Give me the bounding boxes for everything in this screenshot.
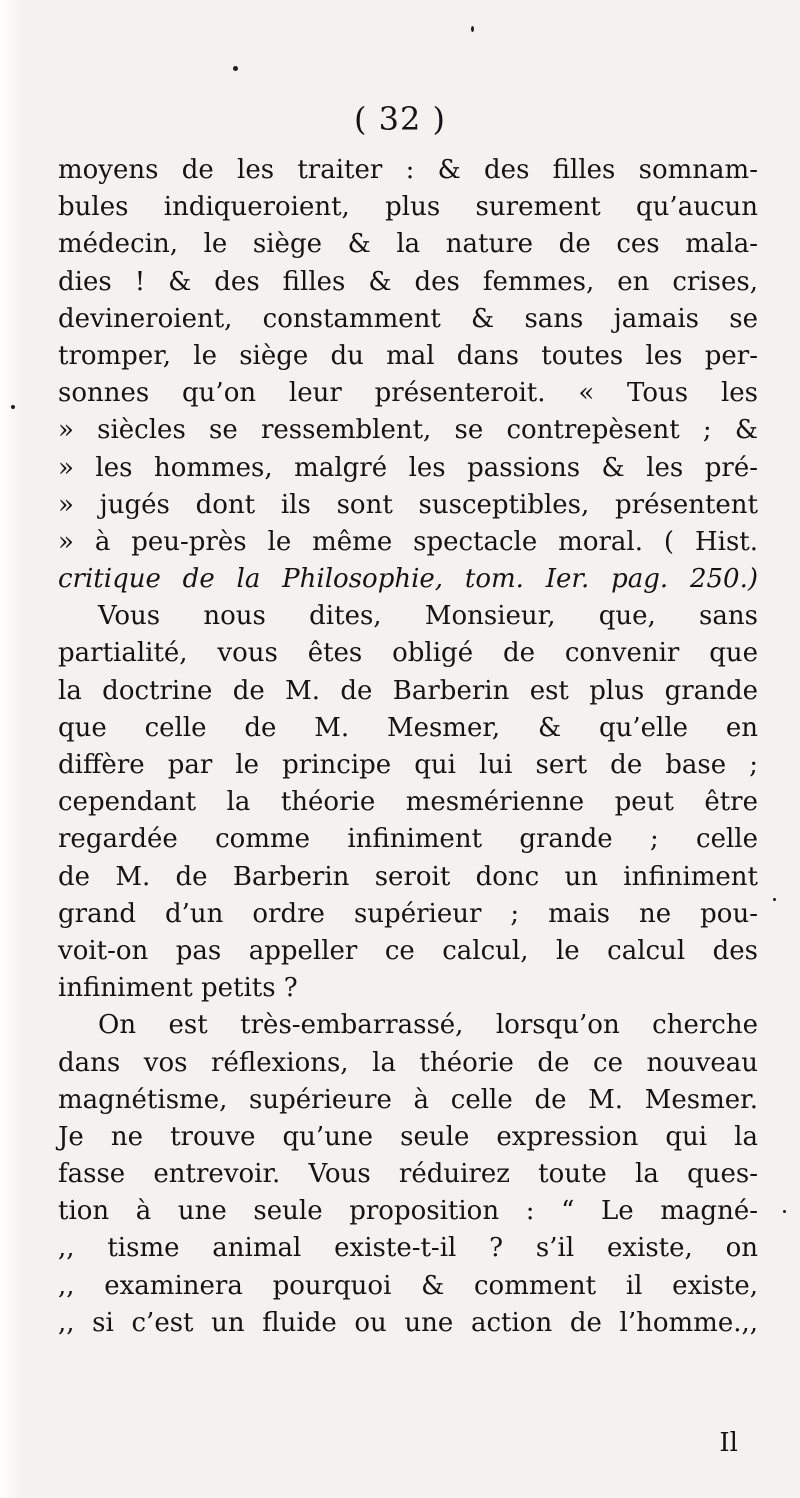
text-line: » les hommes, malgré les passions & les pré-: [58, 452, 758, 483]
paragraph-start-line: Vous nous dites, Monsieur, que, sans: [98, 601, 758, 632]
ink-speck: [783, 1210, 786, 1213]
text-line: diffère par le principe qui lui sert de base ;: [58, 750, 758, 780]
ink-speck: [773, 898, 776, 901]
text-line: fasse entrevoir. Vous réduirez toute la ques-: [58, 1159, 758, 1190]
ink-speck: [233, 66, 238, 71]
text-line: médecin, le siège & la nature de ces mala-: [58, 229, 758, 260]
text-line: » à peu-près le même spectacle moral. ( Hist.: [58, 526, 758, 557]
text-line: cependant la théorie mesmérienne peut être: [58, 787, 758, 818]
text-line: dies ! & des filles & des femmes, en crises,: [58, 266, 758, 297]
page-number: ( 32 ): [353, 100, 447, 138]
citation-line: critique de la Philosophie, tom. Ier. pag. 250.): [58, 564, 758, 595]
text-line: partialité, vous êtes obligé de convenir que: [58, 638, 758, 669]
text-line: voit-on pas appeller ce calcul, le calcul des: [58, 935, 758, 966]
text-line: devineroient, constamment & sans jamais se: [58, 303, 758, 334]
text-line: la doctrine de M. de Barberin est plus grande: [58, 675, 758, 706]
text-line: regardée comme infiniment grande ; celle: [58, 824, 758, 855]
text-line: que celle de M. Mesmer, & qu’elle en: [58, 712, 758, 743]
text-line: sonnes qu’on leur présenteroit. « Tous les: [58, 378, 758, 409]
page-edge-shading: [0, 0, 22, 1498]
ink-speck: [11, 405, 15, 409]
text-line: de M. de Barberin seroit donc un infiniment: [58, 861, 758, 892]
text-line: Je ne trouve qu’une seule expression qui la: [58, 1121, 758, 1152]
text-line: tromper, le siège du mal dans toutes les per-: [58, 340, 758, 371]
paragraph-end-line: infiniment petits ?: [58, 973, 298, 1004]
ink-speck: [471, 26, 474, 32]
catchword: Il: [719, 1428, 738, 1458]
quoted-line: ,, tisme animal existe-t-il ? s’il existe, on: [58, 1233, 758, 1264]
text-line: » jugés dont ils sont susceptibles, présentent: [58, 489, 758, 520]
text-line: » siècles se ressemblent, se contrepèsent ; &: [58, 415, 758, 446]
text-line: magnétisme, supérieure à celle de M. Mesmer.: [58, 1084, 758, 1115]
text-line: moyens de les traiter : & des filles somnam-: [58, 155, 758, 185]
quoted-line: ,, si c’est un fluide ou une action de l’homme.,,: [58, 1307, 758, 1338]
paragraph-start-line: On est très-embarrassé, lorsqu’on cherche: [98, 1010, 758, 1041]
quoted-line: ,, examinera pourquoi & comment il existe,: [58, 1270, 758, 1301]
text-line: bules indiqueroient, plus surement qu’aucun: [58, 192, 758, 223]
body-text: [58, 152, 758, 1342]
text-line: dans vos réflexions, la théorie de ce nouveau: [58, 1047, 758, 1078]
text-line: tion à une seule proposition : “ Le magné-: [58, 1196, 758, 1227]
text-line: grand d’un ordre supérieur ; mais ne pou-: [58, 898, 758, 929]
